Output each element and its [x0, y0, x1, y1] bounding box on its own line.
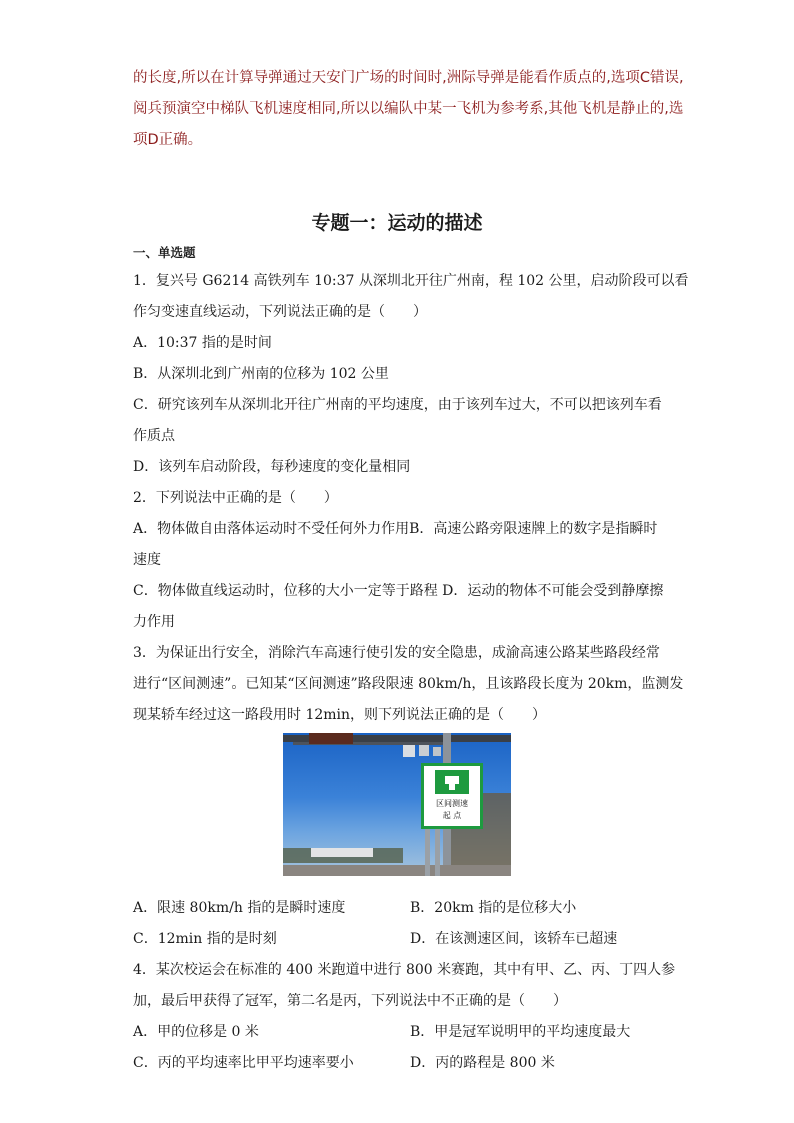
question-3-options-row [133, 924, 673, 955]
camera-pictogram-stand [449, 784, 455, 790]
question-3-stem: 进行“区间测速”。已知某“区间测速”路段限速 80km/h，且该路段长度为 20km，监测发 [133, 676, 684, 692]
sign-post [425, 823, 430, 876]
question-4-stem: 4．某次校运会在标准的 400 米跑道中进行 800 米赛跑，其中有甲、乙、丙、丁四人参 [133, 962, 676, 978]
question-4-option-c: C．丙的平均速率比甲平均速率要小 [133, 1055, 354, 1071]
question-1-option-c: 作质点 [133, 428, 175, 444]
section-heading: 一、单选题 [133, 245, 196, 260]
question-2-options-cd: 力作用 [133, 614, 175, 630]
question-3-option-b: B．20km 指的是位移大小 [410, 900, 577, 916]
road [283, 865, 511, 876]
explanation-line: 项D正确。 [133, 132, 203, 148]
question-1-option-b: B．从深圳北到广州南的位移为 102 公里 [133, 366, 389, 382]
camera-housing [403, 745, 415, 757]
explanation-line: 的长度,所以在计算导弹通过天安门广场的时间时,洲际导弹是能看作质点的,选项C错误, [133, 70, 684, 86]
question-3-stem: 现某轿车经过这一路段用时 12min，则下列说法正确的是（ ） [133, 707, 547, 723]
question-2-stem: 2．下列说法中正确的是（ ） [133, 490, 338, 506]
overpass [311, 848, 373, 857]
question-2-options-ab: A．物体做自由落体运动时不受任何外力作用B．高速公路旁限速牌上的数字是指瞬时 [133, 521, 658, 537]
question-2-options-cd: C．物体做直线运动时，位移的大小一定等于路程 D．运动的物体不可能会受到静摩擦 [133, 583, 664, 599]
question-4-options-row [133, 1017, 673, 1048]
page-title: 专题一：运动的描述 [311, 212, 483, 234]
question-1-stem: 作匀变速直线运动，下列说法正确的是（ ） [133, 304, 427, 320]
question-3-stem: 3．为保证出行安全，消除汽车高速行使引发的安全隐患，成渝高速公路某些路段经常 [133, 645, 660, 661]
question-3-option-d: D．在该测速区间，该轿车已超速 [410, 931, 618, 947]
question-list [133, 266, 689, 1079]
highway-scene-illustration [283, 733, 511, 876]
camera-housing [419, 745, 429, 756]
question-4-option-b: B．甲是冠军说明甲的平均速度最大 [410, 1024, 631, 1040]
camera-housing [433, 747, 441, 756]
question-4-option-d: D．丙的路程是 800 米 [410, 1055, 555, 1071]
question-3-options-row [133, 893, 673, 924]
question-1-option-a: A．10:37 指的是时间 [133, 335, 272, 351]
sign-text-line2: 起 点 [442, 811, 462, 820]
previous-answer-explanation [133, 63, 684, 156]
question-3-option-a: A．限速 80km/h 指的是瞬时速度 [133, 900, 346, 916]
speed-zone-sign-photo [283, 733, 511, 876]
question-1-option-c: C．研究该列车从深圳北开往广州南的平均速度，由于该列车过大，不可以把该列车看 [133, 397, 662, 413]
explanation-line: 阅兵预演空中梯队飞机速度相同,所以以编队中某一飞机为参考系,其他飞机是静止的,选 [133, 101, 684, 117]
question-1-stem: 1．复兴号 G6214 高铁列车 10:37 从深圳北开往广州南，程 102 公里，启动阶段可以看 [133, 273, 689, 289]
question-4-stem: 加，最后甲获得了冠军，第二名是丙，下列说法中不正确的是（ ） [133, 993, 567, 1009]
question-2-options-ab: 速度 [133, 552, 161, 568]
question-1-option-d: D．该列车启动阶段，每秒速度的变化量相同 [133, 459, 411, 475]
sign-post [435, 823, 440, 876]
question-4-options-row [133, 1048, 673, 1079]
question-3-option-c: C．12min 指的是时刻 [133, 931, 277, 947]
camera-pictogram-icon [445, 776, 459, 784]
gantry-display [309, 733, 353, 744]
sign-text-line1: 区间测速 [436, 799, 468, 808]
question-4-option-a: A．甲的位移是 0 米 [133, 1024, 259, 1040]
